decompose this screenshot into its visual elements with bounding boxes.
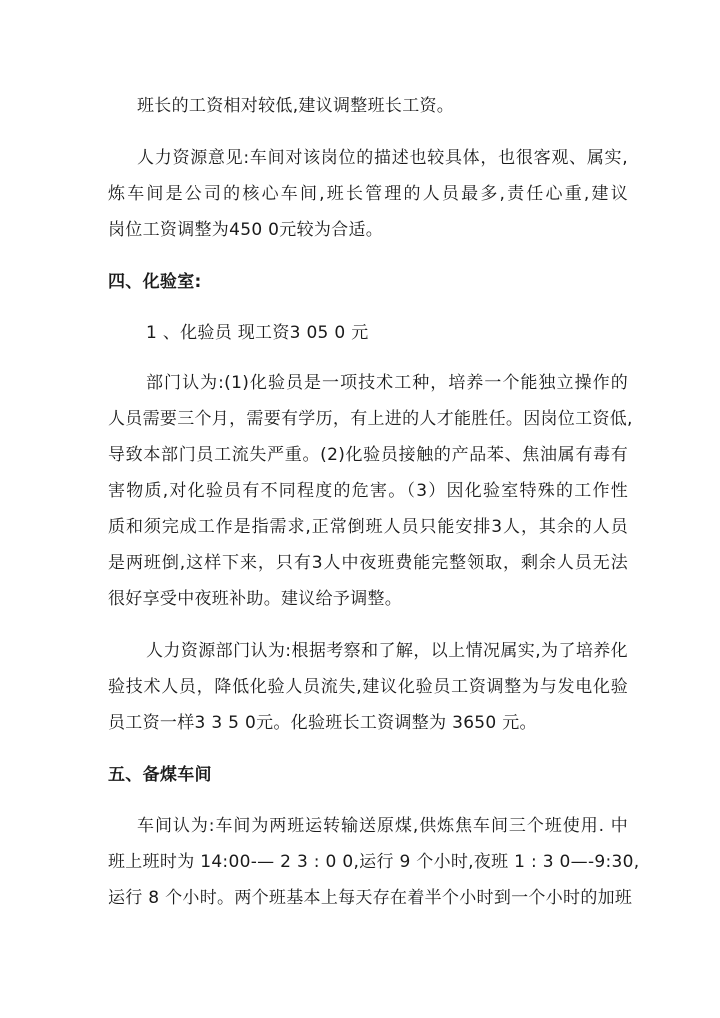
paragraph-line: 人员需要三个月，需要有学历，有上进的人才能胜任。因岗位工资低, [108, 409, 633, 429]
section-heading: 四、化验室: [108, 272, 202, 292]
subsection-heading: 1 、化验员 现工资3 05 0 元 [146, 323, 369, 343]
paragraph-line: 质和须完成工作是指需求,正常倒班人员只能安排3人，其余的人员 [108, 517, 628, 537]
paragraph-line: 人力资源意见:车间对该岗位的描述也较具体，也很客观、属实, [137, 148, 628, 168]
paragraph-line: 班上班时为 14:00-— 2 3 : 0 0,运行 9 个小时,夜班 1 : 3 0—-9:30, [108, 852, 640, 872]
paragraph-line: 很好享受中夜班补助。建议给予调整。 [108, 589, 403, 609]
paragraph-line: 部门认为:(1)化验员是一项技术工种，培养一个能独立操作的 [146, 373, 628, 393]
paragraph-line: 人力资源部门认为:根据考察和了解，以上情况属实,为了培养化 [146, 641, 628, 661]
paragraph-line: 导致本部门员工流失严重。(2)化验员接触的产品苯、焦油属有毒有 [108, 445, 628, 465]
paragraph-line: 验技术人员，降低化验人员流失,建议化验员工资调整为与发电化验 [108, 677, 628, 697]
paragraph-line: 运行 8 个小时。两个班基本上每天存在着半个小时到一个小时的加班 [108, 888, 633, 908]
paragraph-line: 岗位工资调整为450 0元较为合适。 [108, 220, 384, 240]
paragraph-line: 员工资一样3 3 5 0元。化验班长工资调整为 3650 元。 [108, 713, 537, 733]
paragraph-line: 车间认为:车间为两班运转输送原煤,供炼焦车间三个班使用. 中 [137, 816, 628, 836]
paragraph-line: 班长的工资相对较低,建议调整班长工资。 [137, 96, 455, 116]
section-heading: 五、备煤车间 [108, 765, 212, 785]
paragraph-line: 是两班倒,这样下来，只有3人中夜班费能完整领取，剩余人员无法 [108, 553, 628, 573]
paragraph-line: 炼车间是公司的核心车间,班长管理的人员最多,责任心重,建议 [108, 184, 628, 204]
paragraph-line: 害物质,对化验员有不同程度的危害。（3）因化验室特殊的工作性 [108, 481, 628, 501]
